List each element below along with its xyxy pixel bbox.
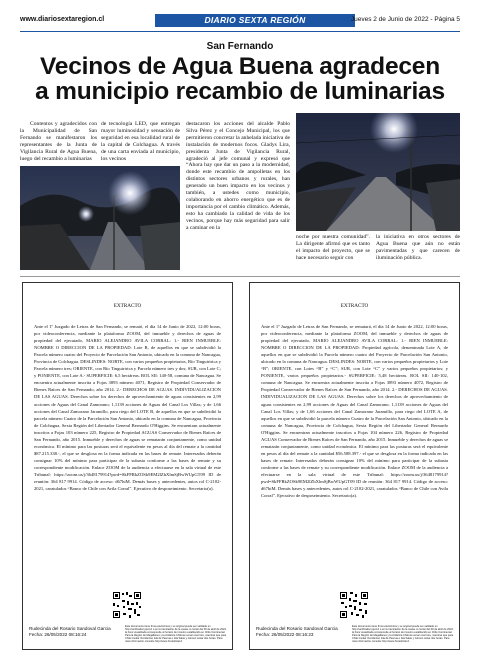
signed-date: Fecha: 26/05/2022 08:16:24 <box>29 632 87 637</box>
section-divider <box>20 276 460 277</box>
qr-code-icon <box>326 591 382 619</box>
article-column-3 <box>186 121 290 271</box>
website-url[interactable]: www.diariosextaregion.cl <box>20 16 105 23</box>
extract-title: EXTRACTO <box>113 303 142 309</box>
signer-name: Rudecinda del Rosario Sandoval Garcia <box>29 626 111 631</box>
article-kicker: San Fernando <box>206 41 274 52</box>
page-header <box>20 14 460 30</box>
extract-text: Ante el 1º Juzgado de Letras de San Fernando, se rematará, el día 14 de Junio de 2022, 12:00 horas, por videoconferencia, mediante la plataforma ZOOM, del inmueble y derechos de aguas de propiedad del ejecutado, MARIO ALEJANDRO AVILA CORRAL: 1.- BIEN INMUEBLE: NOMBRE O DIRECCION DE LA PROPIEDAD: Propiedad agrícola, denominada Lote A, de aquellos en que se subdividió la Parcela número cuatro del Proyecto de Parcelación San Antonio, ubicado en la comuna de Nancagua. DESLINDES: NORTE, con varios pequeños propietarios y Lote “B”; ORIENTE, con Lotes “B” y “C”; SUR, con Lote “C” y varios pequeños propietarios; y PONIENTE, varios pequeños propietarios.- SUPERFICIE: 5,48 hectáreas. ROL SII: 140-102, comuna de Nancagua. Se encuentra actualmente inscrita a Fojas 3893 número 4072, Registro de Propiedad Conservador de Bienes Raíces de San Fernando, año 2014. 2.- DERECHOS DE AGUAS. INDIVIDUALIZACION DE LAS AGUAS. Derechos sobre los derechos de aprovechamiento de aguas consistentes en 2,99 acciones de Aguas del Canal Zamorano; 1,1139 acciones de Aguas del Canal Los Villas; y de 1,66 acciones del Canal Zamorano Jaramillo, para riego del LOTE A, de aquellos en que se subdividió la parcela número Cuatro de la Parcelación San Antonio, ubicado en la comuna de Nancagua, Provincia de Colchagua, Sexta Región del Libertador General Bernardo O'Higgins. Se encuentran actualmente inscritos a Fojas 104 número 226, Registro de Propiedad AGUAS Conservador de Bienes Raíces de San Fernando, año 2015. Inmueble y derechos de aguas se rematarán conjuntamente, como unidad económica. El mínimo para las posturas será el equivalente en pesos al día del remate a la cantidad $56.588.397.- el que se desglosa en la forma indicada en las bases de remate. Interesados deberán consignar 10% del mínimo para participar de la subasta conforme a las bases de remate y su correspondiente modificación. Enlace ZOOM de la audiencia a efectuarse en la sala virtual de este Tribunal: https://zoom.us/j/3648179914?pwd=SkFFRkZOSk9EM2lZbXlmSjBwWUpGT09 ID de reunión: 364 817 9914. Código de acceso: d67hiM. Demás bases y antecedentes, autos rol C-2102-2021, caratulados “Banco de Chile con Avila Corral”. Ejecutivo de desposeimiento. Secretario(a). <box>261 324 448 499</box>
headline-line-1: Vecinos de Agua Buena agradecen <box>39 53 440 80</box>
extract-title: EXTRACTO <box>340 303 369 309</box>
signature-block <box>29 626 111 638</box>
extract-body <box>261 323 448 499</box>
article-column-2 <box>101 121 180 165</box>
street-lights-photo-left <box>20 166 180 270</box>
header-divider <box>20 31 460 32</box>
article-text: noche por nuestra comunidad”. La dirigente afirmó que es tanto el impacto del proyecto, que se hace necesario seguir con <box>296 234 370 261</box>
electronic-signature-notice: Este documento tiene firma electrónica y su original puede ser validado en http://verificadoc.pjud.cl o en la tramitación de la causa. A contar del 09 de abril de 2022, la hora visualizada corresponde al horario de invierno establecido en Chile Continental. Para la Región de Magallanes y la Antártica Chilena sumar una hora, mientras que para Chile Insular Occidental, Isla de Pascua e Isla Salas y Gómez restar dos horas. Para más información consulte http://www.horaoficial.cl <box>352 625 454 644</box>
article-text: destacaron los acciones del alcalde Pablo Silva Pérez y el Concejo Municipal, los que permitieron concretar la anhelada iniciativa de instalación de modernos focos. Gladys Lira, presidenta Junta de Vigilancia Rural, agradeció al jefe comunal y expresó que “Ahora hay que dar un paso a la modernidad, donde este recambio de ampolletas en los distintos sectores urbanos y rurales, han generado un buen impacto en los vecinos y también, a ustedes como municipio, colaborando en ahorro energético que es de importancia por el cambio climático. Además, esto ha cambiado la calidad de vida de los vecinos, porque hay más seguridad para salir a caminar en la <box>186 121 290 231</box>
article-column-1 <box>20 121 97 165</box>
legal-extract-1 <box>22 282 233 650</box>
article-text: Contentos y agradecidos con la Municipalidad de San Fernando se manifestaron los representantes de la Junta de Vigilancia Rural de Agua Buena, luego del recambio a luminarias <box>20 121 97 162</box>
article-column-4 <box>296 234 370 270</box>
issue-date-page: Jueves 2 de Junio de 2022 - Página 5 <box>350 16 460 23</box>
signed-date: Fecha: 26/05/2022 08:16:23 <box>256 632 314 637</box>
electronic-signature-notice: Este documento tiene firma electrónica y su original puede ser validado en http://verificadoc.pjud.cl o en la tramitación de la causa. A contar del 09 de abril de 2022, la hora visualizada corresponde al horario de invierno establecido en Chile Continental. Para la Región de Magallanes y la Antártica Chilena sumar una hora, mientras que para Chile Insular Occidental, Isla de Pascua e Isla Salas y Gómez restar dos horas. Para más información consulte http://www.horaoficial.cl <box>125 625 227 644</box>
qr-code-icon <box>99 591 155 619</box>
article-text: la iniciativa en otros sectores de Agua Buena que aún no están pavimentadas y que carecen de iluminación pública. <box>376 234 460 261</box>
masthead-title: DIARIO SEXTA REGIÓN <box>204 15 306 25</box>
street-lights-photo-right <box>296 113 460 231</box>
extract-body <box>34 323 221 492</box>
article-text: de tecnología LED, que entregan mayor luminosidad y sensación de seguridad en esa localidad rural de la capital de Colchagua. A través de una carta enviada al municipio, los vecinos <box>101 121 180 162</box>
masthead-band <box>155 14 355 27</box>
signature-block <box>256 626 338 638</box>
headline-line-2: a municipio recambio de luminarias <box>35 78 445 105</box>
signer-name: Rudecinda del Rosario Sandoval Garcia <box>256 626 338 631</box>
legal-extract-2 <box>249 282 460 650</box>
article-column-5 <box>376 234 460 270</box>
extract-text: Ante el 1º Juzgado de Letras de San Fernando, se remató, el día 14 de Junio de 2022, 12:00 horas, por videoconferencia, mediante la plataforma ZOOM, del inmueble y derechos de aguas de propiedad del ejecutado, MARIO ALEJANDRO AVILA CORRAL: 1.- BIEN INMUEBLE: NOMBRE O DIRECCION DE LA PROPIEDAD: Lote B, de aquellos en que se subdividió la Parcela número cuatro del Proyecto de Parcelación San Antonio, ubicado en la comuna de Nancagua, Provincia de Colchagua. DESLINDES: NORTE, con varios pequeños propietarios, Río Tinguiririca y Parcela número tres; ORIENTE, con Río Tinguiririca y Parcela número tres y dos; SUR, con Lote C; y PONIENTE, con Lote A.- SUPERFICIE: 6,5 hectáreas. ROL SII: 140-58, comuna de Nancagua. Se encuentra actualmente inscrita a Fojas 3893 número 4071, Registro de Propiedad Conservador de Bienes Raíces de San Fernando, año 2014. 2.- DERECHOS DE AGUAS. INDIVIDUALIZACION DE LAS AGUAS. Derechos sobre los derechos de aprovechamiento de aguas consistentes en 2,99 acciones de Aguas del Canal Zamorano; 1,1139 acciones de Aguas del Canal Los Villas; y de 1,66 acciones del Canal Zamorano Jaramillo, para riego del LOTE B, de aquellos en que se subdividió la parcela número Cuatro de la Parcelación San Antonio, ubicado en la comuna de Nancagua, Provincia de Colchagua, Sexta Región del Libertador General Bernardo O'Higgins. Se encuentran actualmente inscritos a Fojas 103 número 225, Registro de Propiedad AGUAS Conservador de Bienes Raíces de San Fernando, año 2015. Inmueble y derechos de aguas se rematarán conjuntamente, como unidad económica. El mínimo para las posturas será el equivalente en pesos al día del remate a la cantidad $87.215.338.-, el que se desglosa en la forma indicada en las bases de remate. Interesados deberán consignar 10% del mínimo para participar de la subasta conforme a las bases de remate y su correspondiente modificación. Enlace ZOOM de la audiencia a efectuarse en la sala virtual de este Tribunal: https://zoom.us/j/3648179914?pwd=SkFFRkZOSk9EM2lZbXlmSjBwWUpGT09 ID de reunión: 364 817 9914. Código de acceso: d67hiM. Demás bases y antecedentes, autos rol C-2102-2021, caratulados “Banco de Chile con Avila Corral”. Ejecutivo de desposeimiento. Secretario(a). <box>34 324 221 492</box>
article-headline <box>12 54 468 104</box>
